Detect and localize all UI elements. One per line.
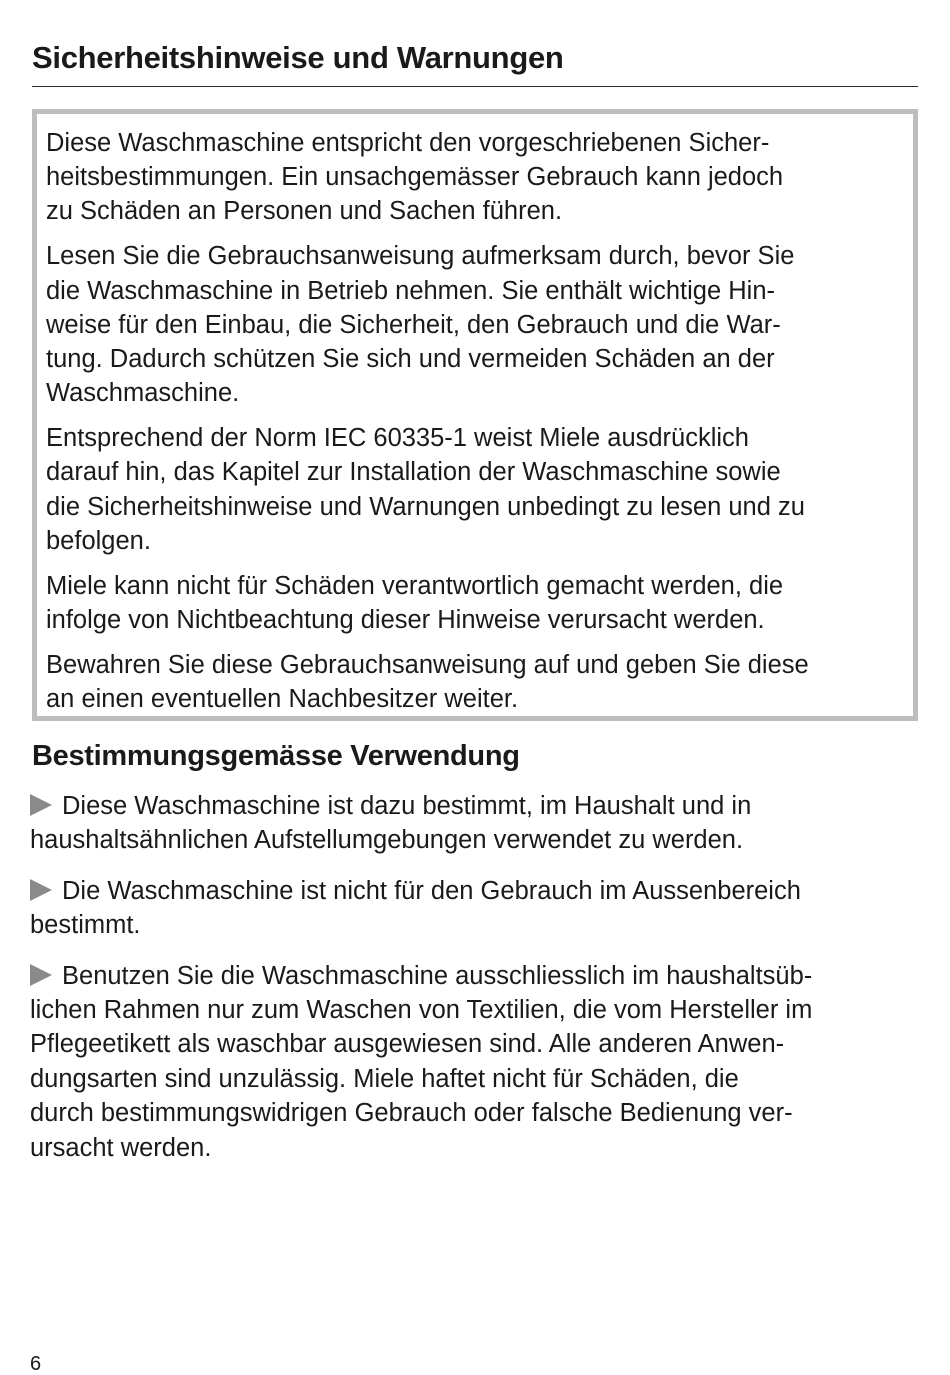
safety-warning-box (32, 109, 918, 721)
safety-warning-text (46, 126, 912, 727)
warning-paragraph-2: Lesen Sie die Gebrauchsanweisung aufmerksam durch, bevor Sie die Waschmaschine in Betrieb nehmen. Sie enthält wichtige Hin- weise für den Einbau, die Sicherheit, den Gebrauch und die War- tung. Dadurch schützen Sie sich und vermeiden Schäden an der Waschmaschine. (46, 242, 795, 408)
list-item (30, 789, 920, 858)
intended-use-list (30, 789, 920, 1181)
title-divider (32, 86, 918, 87)
list-item-text: Diese Waschmaschine ist dazu bestimmt, im Haushalt und in haushaltsähnlichen Aufstellumgebungen verwendet zu werden. (30, 792, 752, 855)
list-item-text: Die Waschmaschine ist nicht für den Gebrauch im Aussenbereich bestimmt. (30, 876, 801, 940)
warning-paragraph-1: Diese Waschmaschine entspricht den vorgeschriebenen Sicher- heitsbestimmungen. Ein unsachgemässer Gebrauch kann jedoch zu Schäden an Personen und Sachen führen. (46, 129, 784, 226)
page-number: 6 (30, 1353, 42, 1375)
warning-paragraph-3: Entsprechend der Norm IEC 60335-1 weist Miele ausdrücklich darauf hin, das Kapitel zur Installation der Waschmaschine sowie die Sicherheitshinweise und Warnungen unbedingt zu lesen und zu befolgen. (46, 424, 805, 555)
warning-paragraph-5: Bewahren Sie diese Gebrauchsanweisung auf und geben Sie diese an einen eventuellen Nachbesitzer weiter. (46, 651, 809, 714)
list-item (30, 959, 920, 1165)
triangle-bullet-icon (30, 879, 52, 901)
triangle-bullet-icon (30, 794, 52, 816)
list-item (30, 874, 920, 943)
list-item-text: Benutzen Sie die Waschmaschine ausschliesslich im haushaltsüb- lichen Rahmen nur zum Waschen von Textilien, die vom Hersteller im Pflegeetikett als waschbar ausgewiesen sind. Alle anderen Anwen- dungsarten sind unzulässig. Miele haftet nicht für Schäden, die durch bestimmungswidrigen Gebrauch oder falsche Bedienung ver- ursacht werden. (30, 961, 813, 1162)
warning-paragraph-4: Miele kann nicht für Schäden verantwortlich gemacht werden, die infolge von Nichtbeachtung dieser Hinweise verursacht werden. (46, 571, 784, 635)
page-title: Sicherheitshinweise und Warnungen (32, 40, 564, 75)
triangle-bullet-icon (30, 964, 52, 986)
section-heading-intended-use: Bestimmungsgemässe Verwendung (32, 740, 520, 772)
